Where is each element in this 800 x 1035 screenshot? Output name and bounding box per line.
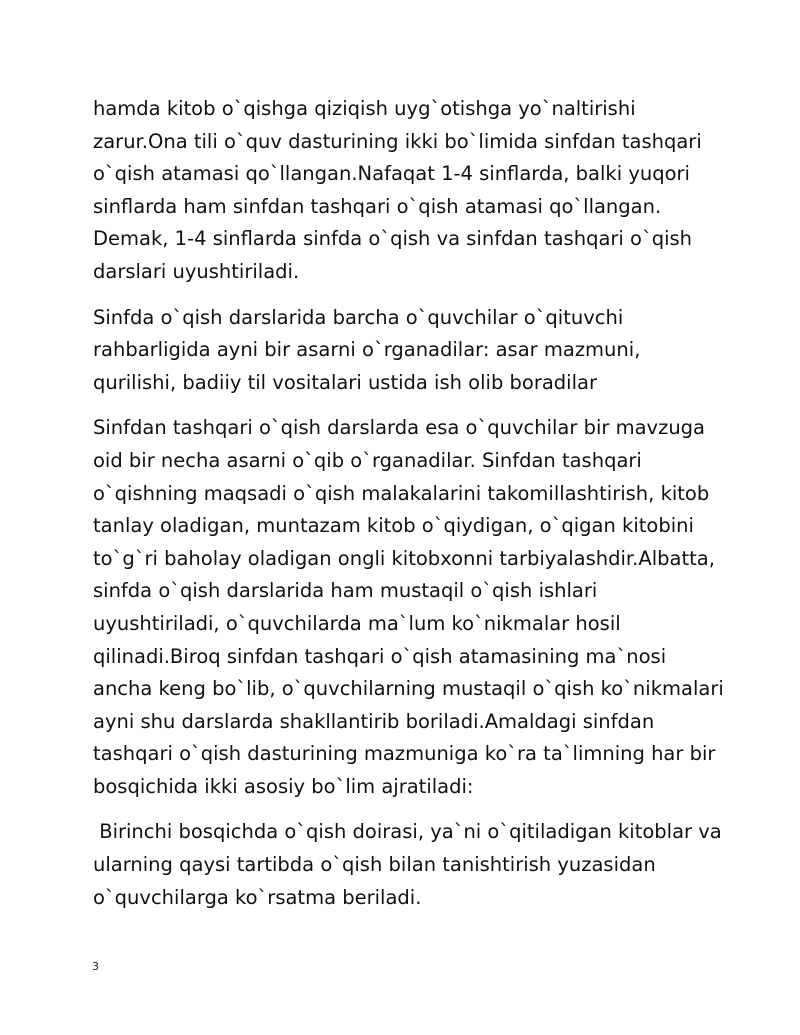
text-line: sinflarda ham sinfdan tashqari o`qish atamasi qo`llangan. bbox=[93, 194, 662, 218]
text-line: qilinadi.Biroq sinfdan tashqari o`qish atamasining ma`nosi bbox=[93, 644, 667, 668]
text-line: tanlay oladigan, muntazam kitob o`qiydigan, o`qigan kitobini bbox=[93, 514, 694, 538]
text-line: o`quvchilarga ko`rsatma beriladi. bbox=[93, 885, 422, 909]
text-line: rahbarligida ayni bir asarni o`rganadilar: asar mazmuni, bbox=[93, 338, 641, 362]
text-line: to`g`ri baholay oladigan ongli kitobxonni tarbiyalashdir.Albatta, bbox=[93, 546, 715, 570]
text-line: uyushtiriladi, o`quvchilarda ma`lum ko`nikmalar hosil bbox=[93, 611, 621, 635]
text-line: Demak, 1-4 sinflarda sinfda o`qish va sinfdan tashqari o`qish bbox=[93, 227, 693, 251]
text-line: tashqari o`qish dasturining mazmuniga ko`ra ta`limning har bir bbox=[93, 742, 716, 766]
text-line: Sinfda o`qish darslarida barcha o`quvchilar o`qituvchi bbox=[93, 305, 624, 329]
text-line: qurilishi, badiiy til vositalari ustida ish olib boradilar bbox=[93, 370, 597, 394]
paragraph-4 bbox=[93, 816, 722, 914]
text-line: ancha keng bo`lib, o`quvchilarning mustaqil o`qish ko`nikmalari bbox=[93, 677, 724, 701]
text-line: bosqichida ikki asosiy bo`lim ajratiladi: bbox=[93, 774, 474, 798]
document-body bbox=[93, 93, 724, 927]
text-line: o`qishning maqsadi o`qish malakalarini takomillashtirish, kitob bbox=[93, 481, 710, 505]
paragraph-3 bbox=[93, 412, 724, 803]
paragraph-2 bbox=[93, 302, 708, 400]
text-line: Birinchi bosqichda o`qish doirasi, ya`ni o`qitiladigan kitoblar va bbox=[93, 820, 722, 844]
text-line: ayni shu darslarda shakllantirib boriladi.Amaldagi sinfdan bbox=[93, 709, 655, 733]
text-line: ularning qaysi tartibda o`qish bilan tanishtirish yuzasidan bbox=[93, 853, 656, 877]
paragraph-1 bbox=[93, 93, 708, 289]
text-line: darslari uyushtiriladi. bbox=[93, 259, 300, 283]
text-line: oid bir necha asarni o`qib o`rganadilar. Sinfdan tashqari bbox=[93, 448, 642, 472]
text-line: Sinfdan tashqari o`qish darslarda esa o`quvchilar bir mavzuga bbox=[93, 416, 706, 440]
page-number: 3 bbox=[92, 960, 99, 973]
text-line: o`qish atamasi qo`llangan.Nafaqat 1-4 sinflarda, balki yuqori bbox=[93, 162, 690, 186]
text-line: zarur.Ona tili o`quv dasturining ikki bo`limida sinfdan tashqari bbox=[93, 129, 702, 153]
text-line: hamda kitob o`qishga qiziqish uyg`otishga yo`naltirishi bbox=[93, 97, 636, 120]
text-line: sinfda o`qish darslarida ham mustaqil o`qish ishlari bbox=[93, 579, 598, 603]
